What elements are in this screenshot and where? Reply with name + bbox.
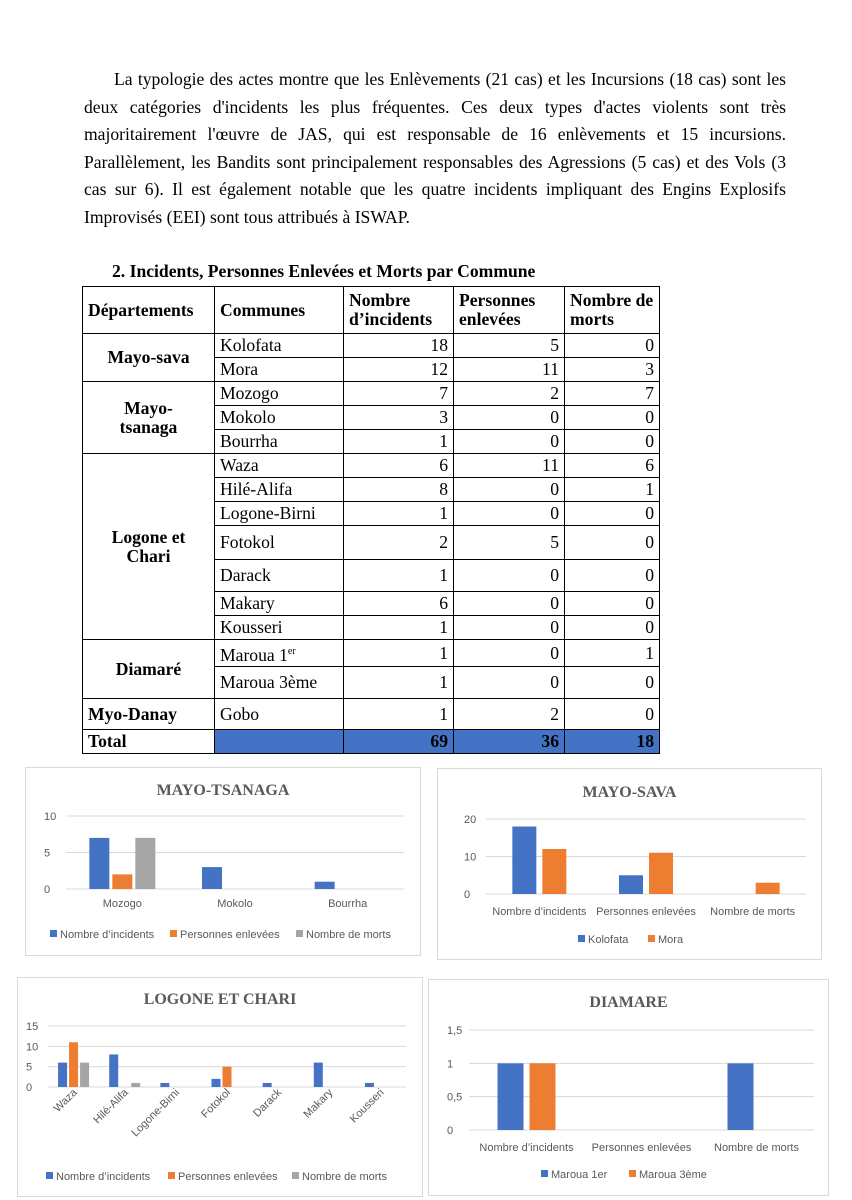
morts-cell: 0 <box>565 667 660 699</box>
x-tick-label: Hilé-Alifa <box>91 1086 131 1127</box>
morts-cell: 0 <box>565 616 660 640</box>
legend-swatch <box>168 1172 175 1179</box>
legend-label: Nombre d’incidents <box>56 1171 151 1183</box>
enleves-cell: 0 <box>454 430 565 454</box>
chart-mayo-tsanaga <box>25 767 421 956</box>
table-row <box>83 699 660 730</box>
bar <box>263 1083 272 1087</box>
morts-cell: 0 <box>565 502 660 526</box>
bar <box>542 849 566 894</box>
x-tick-label: Nombre de morts <box>714 1142 799 1154</box>
x-tick-label: Personnes enlevées <box>596 906 696 918</box>
chart-title: MAYO-SAVA <box>582 784 677 801</box>
table-row <box>83 334 660 358</box>
morts-cell: 0 <box>565 560 660 592</box>
legend-label: Nombre d’incidents <box>60 929 155 941</box>
legend-label: Maroua 3ème <box>639 1169 707 1181</box>
legend-label: Nombre de morts <box>306 929 391 941</box>
chart-title: DIAMARE <box>589 994 668 1011</box>
bar <box>756 883 780 894</box>
y-tick-label: 5 <box>26 1061 33 1074</box>
bar <box>69 1042 78 1087</box>
x-tick-label: Nombre de morts <box>710 906 796 918</box>
incidents-cell: 3 <box>344 406 454 430</box>
y-tick-label: 10 <box>26 1041 39 1054</box>
x-tick-label: Waza <box>51 1086 80 1115</box>
incidents-table <box>82 286 660 754</box>
commune-cell: Logone-Birni <box>215 502 344 526</box>
enleves-cell: 0 <box>454 667 565 699</box>
department-cell: Mayo-tsanaga <box>83 382 215 454</box>
bar <box>728 1063 754 1130</box>
bar <box>202 867 222 889</box>
incidents-cell: 2 <box>344 526 454 560</box>
y-tick-label: 0 <box>464 889 471 901</box>
incidents-cell: 18 <box>344 334 454 358</box>
incidents-cell: 1 <box>344 616 454 640</box>
chart-mayo-sava <box>437 768 822 960</box>
bar <box>212 1079 221 1087</box>
legend-swatch <box>296 930 303 937</box>
header-cell: Nombre de morts <box>565 287 660 334</box>
enleves-cell: 0 <box>454 478 565 502</box>
enleves-cell: 11 <box>454 358 565 382</box>
commune-cell: Darack <box>215 560 344 592</box>
x-tick-label: Nombre d’incidents <box>479 1142 574 1154</box>
total-incidents: 69 <box>344 730 454 754</box>
x-tick-label: Mozogo <box>102 898 142 910</box>
header-cell: Communes <box>215 287 344 334</box>
enleves-cell: 5 <box>454 526 565 560</box>
x-tick-label: Fotokol <box>199 1086 234 1121</box>
y-tick-label: 0 <box>447 1125 454 1137</box>
chart-title: LOGONE ET CHARI <box>143 991 297 1008</box>
department-cell: Mayo-sava <box>83 334 215 382</box>
total-spacer <box>215 730 344 754</box>
table-row <box>83 454 660 478</box>
commune-cell: Makary <box>215 592 344 616</box>
enleves-cell: 2 <box>454 699 565 730</box>
enleves-cell: 0 <box>454 502 565 526</box>
bar <box>512 827 536 895</box>
y-tick-label: 1,5 <box>447 1025 463 1037</box>
incidents-cell: 6 <box>344 592 454 616</box>
y-tick-label: 15 <box>26 1021 39 1033</box>
commune-cell: Bourrha <box>215 430 344 454</box>
bar <box>649 853 673 894</box>
y-tick-label: 0,5 <box>447 1091 463 1104</box>
bar <box>315 882 335 889</box>
table-row <box>83 382 660 406</box>
commune-cell: Mokolo <box>215 406 344 430</box>
legend-swatch <box>541 1170 548 1177</box>
incidents-cell: 1 <box>344 667 454 699</box>
table-header-row <box>83 287 660 334</box>
bar <box>530 1063 556 1130</box>
x-tick-label: Bourrha <box>328 898 368 910</box>
x-tick-label: Darack <box>251 1086 285 1120</box>
incidents-cell: 7 <box>344 382 454 406</box>
legend-swatch <box>648 935 655 942</box>
incidents-cell: 1 <box>344 430 454 454</box>
y-tick-label: 0 <box>44 884 51 896</box>
bar <box>131 1083 140 1087</box>
commune-cell: Maroua 1er <box>215 640 344 667</box>
chart-diamare <box>428 979 829 1196</box>
incidents-cell: 1 <box>344 640 454 667</box>
x-tick-label: Personnes enlevées <box>591 1142 692 1154</box>
legend-label: Kolofata <box>588 934 629 946</box>
commune-cell: Hilé-Alifa <box>215 478 344 502</box>
legend-swatch <box>46 1172 53 1179</box>
y-tick-label: 1 <box>447 1058 454 1071</box>
x-tick-label: Mokolo <box>217 898 253 910</box>
legend-label: Mora <box>658 934 684 946</box>
enleves-cell: 0 <box>454 640 565 667</box>
bar <box>112 874 132 889</box>
total-label: Total <box>83 730 215 754</box>
x-tick-label: Nombre d’incidents <box>492 906 587 918</box>
enleves-cell: 11 <box>454 454 565 478</box>
incidents-cell: 12 <box>344 358 454 382</box>
x-tick-label: Kousseri <box>347 1086 387 1126</box>
bar <box>80 1063 89 1087</box>
morts-cell: 3 <box>565 358 660 382</box>
commune-cell: Gobo <box>215 699 344 730</box>
morts-cell: 1 <box>565 478 660 502</box>
bar <box>58 1063 67 1087</box>
x-tick-label: Makary <box>301 1086 336 1121</box>
department-cell: Diamaré <box>83 640 215 699</box>
body-paragraph: La typologie des actes montre que les Enlèvements (21 cas) et les Incursions (18 cas) sont les deux catégories d'incidents les plus fréquentes. Ces deux types d'actes violents sont très majoritairement l'œuvre de JAS, qui est responsable de 16 enlèvements et 15 incursions. Parallèlement, les Bandits sont principalement responsables des Agressions (5 cas) et des Vols (3 cas sur 6). Il est également notable que les quatre incidents impliquant des Engins Explosifs Improvisés (EEI) sont tous attribués à ISWAP. <box>84 69 786 227</box>
incidents-cell: 1 <box>344 560 454 592</box>
legend-label: Maroua 1er <box>551 1169 608 1181</box>
commune-cell: Mozogo <box>215 382 344 406</box>
chart-title: MAYO-TSANAGA <box>156 782 290 799</box>
department-cell: Myo-Danay <box>83 699 215 730</box>
bar <box>314 1063 323 1087</box>
header-cell: Nombre d’incidents <box>344 287 454 334</box>
y-tick-label: 10 <box>44 811 57 823</box>
commune-cell: Mora <box>215 358 344 382</box>
legend-label: Personnes enlevées <box>178 1171 278 1183</box>
total-enleves: 36 <box>454 730 565 754</box>
morts-cell: 7 <box>565 382 660 406</box>
legend-swatch <box>50 930 57 937</box>
morts-cell: 0 <box>565 406 660 430</box>
total-row <box>83 730 660 754</box>
bar <box>160 1083 169 1087</box>
y-tick-label: 0 <box>26 1082 33 1094</box>
incidents-cell: 8 <box>344 478 454 502</box>
morts-cell: 0 <box>565 526 660 560</box>
enleves-cell: 5 <box>454 334 565 358</box>
chart-logone-et-chari <box>17 977 423 1197</box>
y-tick-label: 10 <box>464 851 477 864</box>
table-row <box>83 640 660 667</box>
y-tick-label: 5 <box>44 847 51 860</box>
header-cell: Personnes enlevées <box>454 287 565 334</box>
section-heading: 2. Incidents, Personnes Enlevées et Morts par Commune <box>112 261 536 281</box>
morts-cell: 0 <box>565 430 660 454</box>
commune-cell: Kousseri <box>215 616 344 640</box>
enleves-cell: 0 <box>454 592 565 616</box>
department-cell: Logone et Chari <box>83 454 215 640</box>
bar <box>498 1063 524 1130</box>
morts-cell: 6 <box>565 454 660 478</box>
enleves-cell: 2 <box>454 382 565 406</box>
x-tick-label: Logone-Birni <box>129 1086 182 1140</box>
enleves-cell: 0 <box>454 616 565 640</box>
commune-cell: Kolofata <box>215 334 344 358</box>
legend-swatch <box>170 930 177 937</box>
total-morts: 18 <box>565 730 660 754</box>
legend-label: Personnes enlevées <box>180 929 280 941</box>
y-tick-label: 20 <box>464 814 477 826</box>
incidents-cell: 6 <box>344 454 454 478</box>
bar <box>135 838 155 889</box>
legend-swatch <box>292 1172 299 1179</box>
bar <box>223 1067 232 1087</box>
commune-cell: Fotokol <box>215 526 344 560</box>
enleves-cell: 0 <box>454 560 565 592</box>
legend-swatch <box>629 1170 636 1177</box>
bar <box>619 875 643 894</box>
morts-cell: 0 <box>565 592 660 616</box>
commune-cell: Maroua 3ème <box>215 667 344 699</box>
morts-cell: 1 <box>565 640 660 667</box>
bar <box>89 838 109 889</box>
bar <box>365 1083 374 1087</box>
incidents-cell: 1 <box>344 502 454 526</box>
legend-label: Nombre de morts <box>302 1171 387 1183</box>
bar <box>109 1054 118 1087</box>
morts-cell: 0 <box>565 699 660 730</box>
morts-cell: 0 <box>565 334 660 358</box>
enleves-cell: 0 <box>454 406 565 430</box>
legend-swatch <box>578 935 585 942</box>
commune-cell: Waza <box>215 454 344 478</box>
header-cell: Départements <box>83 287 215 334</box>
incidents-cell: 1 <box>344 699 454 730</box>
